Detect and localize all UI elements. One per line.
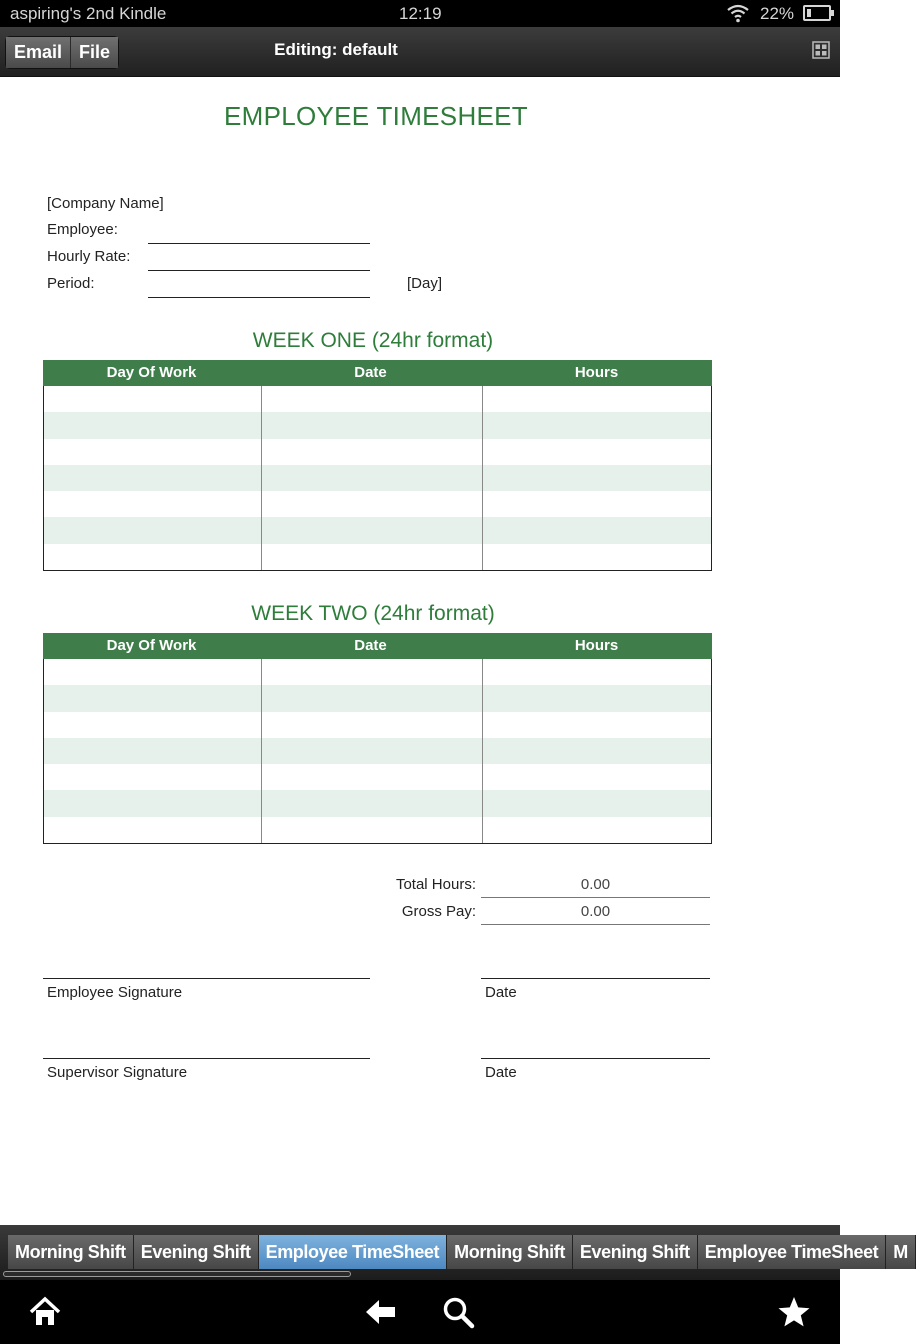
gross-pay-value[interactable]: 0.00 bbox=[580, 903, 611, 920]
total-hours-label: Total Hours: bbox=[395, 876, 476, 893]
sheet-tab-bar bbox=[0, 1225, 908, 1280]
table-row bbox=[44, 659, 711, 685]
table-row bbox=[44, 764, 711, 790]
day-of-work-cell[interactable] bbox=[44, 659, 261, 685]
status-time: 12:19 bbox=[399, 4, 442, 23]
table-row bbox=[44, 491, 711, 517]
table-row bbox=[44, 738, 711, 764]
employee-signature-label: Employee Signature bbox=[47, 984, 183, 1001]
date-cell[interactable] bbox=[261, 738, 482, 764]
column-date: Date bbox=[354, 637, 387, 654]
device-name: aspiring's 2nd Kindle bbox=[10, 4, 167, 23]
sheet-tab[interactable]: Employee TimeSheet bbox=[698, 1235, 887, 1269]
column-day-of-work: Day Of Work bbox=[106, 364, 197, 381]
date-cell[interactable] bbox=[261, 659, 482, 685]
day-of-work-cell[interactable] bbox=[44, 817, 261, 843]
hours-cell[interactable] bbox=[482, 738, 711, 764]
hours-cell[interactable] bbox=[482, 659, 711, 685]
battery-percent: 22% bbox=[760, 4, 795, 23]
hours-cell[interactable] bbox=[482, 544, 711, 570]
column-hours: Hours bbox=[574, 364, 619, 381]
week-one-title: WEEK ONE (24hr format) bbox=[252, 329, 494, 352]
table-row bbox=[44, 544, 711, 570]
employee-label: Employee: bbox=[47, 221, 118, 238]
sheet-tab[interactable]: Morning Shift bbox=[447, 1235, 573, 1269]
table-row bbox=[44, 517, 711, 543]
hours-cell[interactable] bbox=[482, 412, 711, 438]
hours-cell[interactable] bbox=[482, 491, 711, 517]
week-one-body bbox=[43, 386, 712, 571]
expand-icon[interactable] bbox=[812, 41, 830, 59]
sheet-tab[interactable]: Morning Shift bbox=[8, 1235, 134, 1269]
table-row bbox=[44, 790, 711, 816]
day-of-work-cell[interactable] bbox=[44, 712, 261, 738]
wifi-icon bbox=[726, 3, 750, 23]
status-bar bbox=[0, 0, 840, 27]
period-input-line[interactable] bbox=[148, 297, 370, 298]
date-cell[interactable] bbox=[261, 712, 482, 738]
employee-input-line[interactable] bbox=[148, 243, 370, 244]
date-cell[interactable] bbox=[261, 517, 482, 543]
gross-pay-underline bbox=[481, 924, 710, 925]
date-cell[interactable] bbox=[261, 685, 482, 711]
period-label: Period: bbox=[47, 275, 95, 292]
date-cell[interactable] bbox=[261, 764, 482, 790]
day-of-work-cell[interactable] bbox=[44, 685, 261, 711]
date-cell[interactable] bbox=[261, 491, 482, 517]
hours-cell[interactable] bbox=[482, 817, 711, 843]
day-of-work-cell[interactable] bbox=[44, 764, 261, 790]
day-of-work-cell[interactable] bbox=[44, 738, 261, 764]
table-row bbox=[44, 817, 711, 843]
week-one-table bbox=[43, 360, 712, 571]
day-of-work-cell[interactable] bbox=[44, 465, 261, 491]
day-of-work-cell[interactable] bbox=[44, 790, 261, 816]
day-of-work-cell[interactable] bbox=[44, 491, 261, 517]
day-field[interactable]: [Day] bbox=[407, 275, 443, 292]
hours-cell[interactable] bbox=[482, 465, 711, 491]
table-row bbox=[44, 712, 711, 738]
supervisor-date-label: Date bbox=[485, 1064, 517, 1081]
search-icon[interactable] bbox=[440, 1294, 476, 1330]
table-row bbox=[44, 412, 711, 438]
supervisor-signature-line[interactable] bbox=[43, 1058, 370, 1059]
table-row bbox=[44, 439, 711, 465]
sheet-tab[interactable]: Evening Shift bbox=[134, 1235, 259, 1269]
email-button[interactable]: Email bbox=[6, 37, 70, 68]
sheet-tab[interactable]: Evening Shift bbox=[573, 1235, 698, 1269]
total-hours-underline bbox=[481, 897, 710, 898]
spreadsheet-document[interactable] bbox=[0, 77, 840, 1225]
column-day-of-work: Day Of Work bbox=[106, 637, 197, 654]
week-one-header bbox=[43, 360, 712, 386]
week-two-title: WEEK TWO (24hr format) bbox=[251, 602, 495, 625]
day-of-work-cell[interactable] bbox=[44, 517, 261, 543]
week-two-table bbox=[43, 633, 712, 844]
day-of-work-cell[interactable] bbox=[44, 544, 261, 570]
column-date: Date bbox=[354, 364, 387, 381]
day-of-work-cell[interactable] bbox=[44, 412, 261, 438]
company-name-field[interactable]: [Company Name] bbox=[47, 195, 164, 212]
total-hours-value[interactable]: 0.00 bbox=[580, 876, 611, 893]
column-hours: Hours bbox=[574, 637, 619, 654]
sheet-tab[interactable]: M bbox=[886, 1235, 916, 1269]
document-title: EMPLOYEE TIMESHEET bbox=[224, 101, 528, 131]
hours-cell[interactable] bbox=[482, 712, 711, 738]
tab-scrollbar[interactable] bbox=[3, 1271, 351, 1277]
table-row bbox=[44, 386, 711, 412]
employee-date-line[interactable] bbox=[481, 978, 710, 979]
employee-date-label: Date bbox=[485, 984, 517, 1001]
hours-cell[interactable] bbox=[482, 685, 711, 711]
supervisor-date-line[interactable] bbox=[481, 1058, 710, 1059]
file-button[interactable]: File bbox=[70, 37, 118, 68]
bottom-nav-bar bbox=[0, 1280, 840, 1344]
date-cell[interactable] bbox=[261, 465, 482, 491]
hourly-rate-label: Hourly Rate: bbox=[47, 248, 131, 265]
sheet-tabs bbox=[8, 1235, 916, 1269]
supervisor-signature-label: Supervisor Signature bbox=[47, 1064, 188, 1081]
hourly-rate-input-line[interactable] bbox=[148, 270, 370, 271]
hours-cell[interactable] bbox=[482, 439, 711, 465]
week-two-body bbox=[43, 659, 712, 844]
date-cell[interactable] bbox=[261, 817, 482, 843]
gross-pay-label: Gross Pay: bbox=[401, 903, 476, 920]
table-row bbox=[44, 685, 711, 711]
hours-cell[interactable] bbox=[482, 386, 711, 412]
date-cell[interactable] bbox=[261, 439, 482, 465]
home-icon[interactable] bbox=[27, 1294, 63, 1330]
week-two-header bbox=[43, 633, 712, 659]
date-cell[interactable] bbox=[261, 790, 482, 816]
table-row bbox=[44, 465, 711, 491]
hours-cell[interactable] bbox=[482, 764, 711, 790]
favorites-star-icon[interactable] bbox=[776, 1294, 812, 1330]
editor-toolbar bbox=[0, 27, 840, 77]
battery-icon bbox=[803, 5, 831, 21]
date-cell[interactable] bbox=[261, 544, 482, 570]
editing-title: Editing: default bbox=[274, 40, 398, 59]
day-of-work-cell[interactable] bbox=[44, 386, 261, 412]
sheet-tab[interactable]: Employee TimeSheet bbox=[259, 1235, 448, 1269]
hours-cell[interactable] bbox=[482, 790, 711, 816]
employee-signature-line[interactable] bbox=[43, 978, 370, 979]
day-of-work-cell[interactable] bbox=[44, 439, 261, 465]
date-cell[interactable] bbox=[261, 386, 482, 412]
date-cell[interactable] bbox=[261, 412, 482, 438]
hours-cell[interactable] bbox=[482, 517, 711, 543]
back-icon[interactable] bbox=[363, 1294, 399, 1330]
